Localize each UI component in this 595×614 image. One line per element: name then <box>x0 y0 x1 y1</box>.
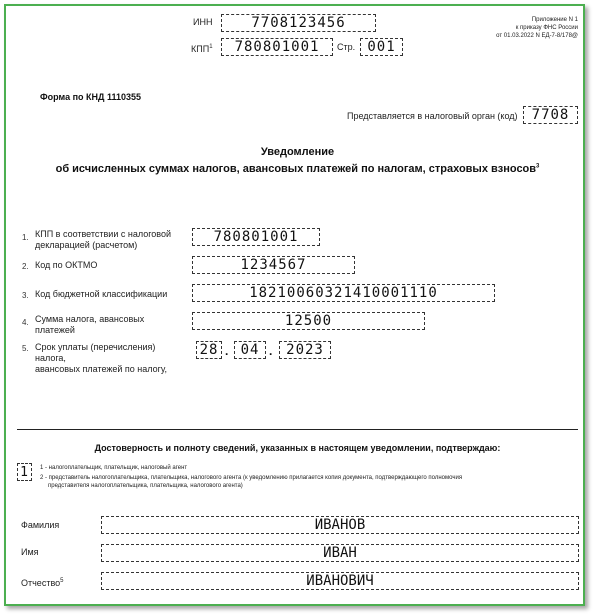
field-number: 4. <box>22 318 29 327</box>
name-label: Имя <box>21 547 39 557</box>
oktmo-label: Код по ОКТМО <box>35 260 98 270</box>
confirm-heading: Достоверность и полноту сведений, указанных в настоящем уведомлении, подтверждаю: <box>94 443 501 453</box>
due-month-field[interactable]: 04 <box>234 341 266 359</box>
date-separator: . <box>225 344 229 358</box>
field-number: 3. <box>22 291 29 300</box>
kbk-label: Код бюджетной классификации <box>35 289 168 299</box>
due-year-field[interactable]: 2023 <box>279 341 331 359</box>
document-subtitle: об исчисленных суммах налогов, авансовых платежей по налогам, страховых взносов$^3$ <box>55 163 540 175</box>
section-divider <box>17 429 578 430</box>
kpp-field[interactable]: 780801001 <box>221 38 333 56</box>
surname-label: Фамилия <box>21 520 60 530</box>
kpp-declaration-label: КПП в соответствии с налоговой декларацией (расчетом) <box>35 229 172 250</box>
document-title: Уведомление <box>260 146 335 158</box>
kpp-label: КПП$^1$ <box>191 44 213 54</box>
field-number: 5. <box>22 344 29 353</box>
kbk-field[interactable]: 18210060321410001110 <box>192 284 495 302</box>
signer-type-field[interactable]: 1 <box>17 463 32 481</box>
name-field[interactable]: ИВАН <box>101 544 579 562</box>
signer-option-1: 1 - налогоплательщик, плательщик, налоговый агент <box>40 465 188 471</box>
tax-amount-label: Сумма налога, авансовых платежей <box>35 314 145 335</box>
inn-field[interactable]: 7708123456 <box>221 14 376 32</box>
inn-label: ИНН <box>193 17 213 27</box>
tax-authority-label: Представляется в налоговый орган (код) <box>347 111 518 121</box>
field-number: 1. <box>22 233 29 242</box>
page-field[interactable]: 001 <box>360 38 403 56</box>
patronymic-field[interactable]: ИВАНОВИЧ <box>101 572 579 590</box>
date-separator: . <box>269 344 273 358</box>
page-label: Стр. <box>337 42 356 52</box>
tax-amount-field[interactable]: 12500 <box>192 312 425 330</box>
due-day-field[interactable]: 28 <box>196 341 222 359</box>
due-date-label: Срок уплаты (перечисления) налога, авансовых платежей по налогу, <box>35 342 168 374</box>
field-number: 2. <box>22 262 29 271</box>
form-code: Форма по КНД 1110355 <box>40 92 141 102</box>
oktmo-field[interactable]: 1234567 <box>192 256 355 274</box>
patronymic-label: Отчество$^5$ <box>21 578 64 588</box>
signer-option-2: 2 - представитель налогоплательщика, плательщика, налогового агента (к уведомлению прилагается копия документа, подтверждающего полномочия представителя налогоплательщика, плательщика, налогового агента) <box>40 475 463 489</box>
appendix-note: Приложение N 1 к приказу ФНС России от 01.03.2022 N ЕД-7-8/178@ <box>496 17 578 39</box>
kpp-declaration-field[interactable]: 780801001 <box>192 228 320 246</box>
surname-field[interactable]: ИВАНОВ <box>101 516 579 534</box>
tax-authority-code-field[interactable]: 7708 <box>523 106 578 124</box>
